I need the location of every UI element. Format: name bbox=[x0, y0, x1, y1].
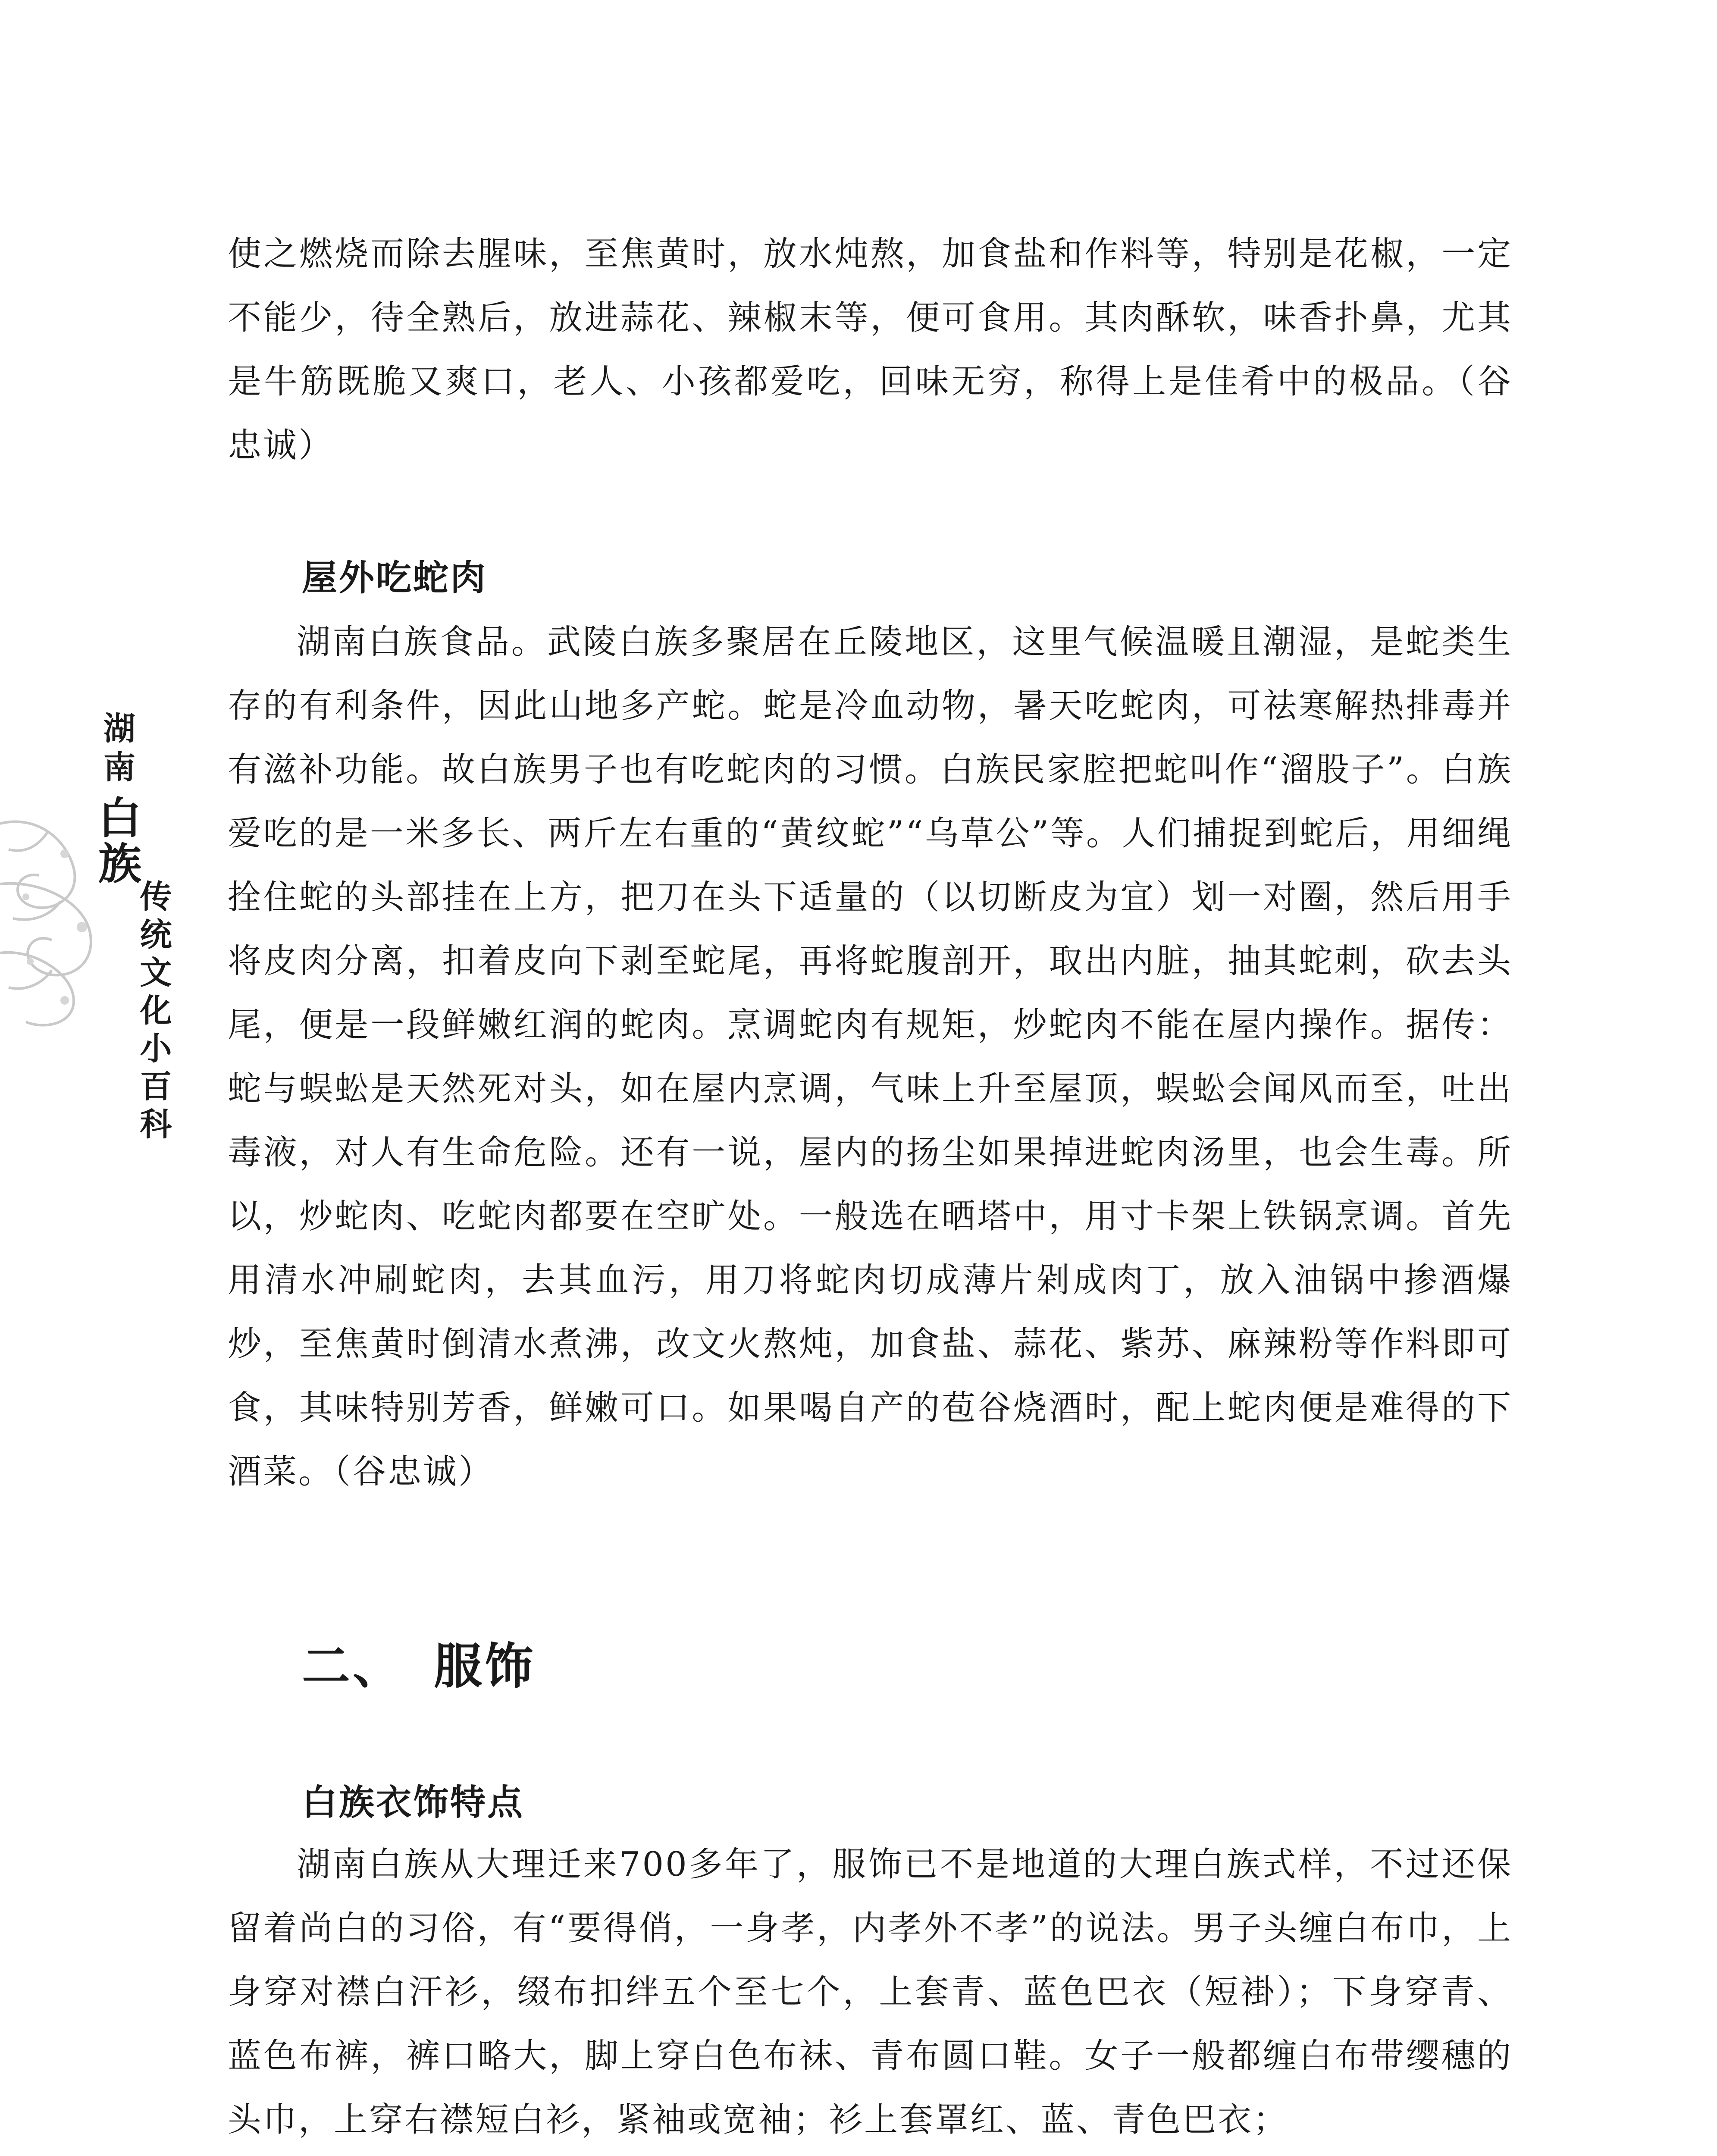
continued-paragraph: 使之燃烧而除去腥味，至焦黄时，放水炖熬，加食盐和作料等，特别是花椒，一定不能少，待全熟后，放进蒜花、辣椒末等，便可食用。其肉酥软，味香扑鼻，尤其是牛筋既脆又爽口，老人、小孩都爱吃，回味无穷，称得上是佳肴中的极品。（谷忠诚） bbox=[228, 235, 1513, 465]
entry-heading-clothing: 白族衣饰特点 bbox=[302, 1782, 525, 1823]
series-subtitle-text: 传统文化小百科 bbox=[135, 880, 172, 1145]
series-subtitle bbox=[129, 880, 177, 1145]
entry-body-snake: 湖南白族食品。武陵白族多聚居在丘陵地区，这里气候温暖且潮湿，是蛇类生存的有利条件，因此山地多产蛇。蛇是冷血动物，暑天吃蛇肉，可祛寒解热排毒并有滋补功能。故白族男子也有吃蛇肉的习惯。白族民家腔把蛇叫作“溜股子”。白族爱吃的是一米多长、两斤左右重的“黄纹蛇”“乌草公”等。人们捕捉到蛇后，用细绳拴住蛇的头部挂在上方，把刀在头下适量的（以切断皮为宜）划一对圈，然后用手将皮肉分离，扣着皮向下剥至蛇尾，再将蛇腹剖开，取出内脏，抽其蛇刺，砍去头尾，便是一段鲜嫩红润的蛇肉。烹调蛇肉有规矩，炒蛇肉不能在屋内操作。据传：蛇与蜈蚣是天然死对头，如在屋内烹调，气味上升至屋顶，蜈蚣会闻风而至，吐出毒液，对人有生命危险。还有一说，屋内的扬尘如果掉进蛇肉汤里，也会生毒。所以，炒蛇肉、吃蛇肉都要在空旷处。一般选在晒塔中，用寸卡架上铁锅烹调。首先用清水冲刷蛇肉，去其血污，用刀将蛇肉切成薄片剁成肉丁，放入油锅中掺酒爆炒，至焦黄时倒清水煮沸，改文火熬炖，加食盐、蒜花、紫苏、麻辣粉等作料即可食，其味特别芳香，鲜嫩可口。如果喝自产的苞谷烧酒时，配上蛇肉便是难得的下酒菜。（谷忠诚） bbox=[228, 623, 1513, 1491]
series-title bbox=[91, 711, 142, 887]
entry-body-clothing: 湖南白族从大理迁来700多年了，服饰已不是地道的大理白族式样，不过还保留着尚白的习俗，有“要得俏，一身孝，内孝外不孝”的说法。男子头缠白布巾，上身穿对襟白汗衫，缀布扣绊五个至七个，上套青、蓝色巴衣（短褂）；下身穿青、蓝色布裤，裤口略大，脚上穿白色布袜、青布圆口鞋。女子一般都缠白布带缨穗的头巾，上穿右襟短白衫，紧袖或宽袖；衫上套罩红、蓝、青色巴衣； bbox=[228, 1845, 1513, 2139]
series-title-big: 白族 bbox=[91, 795, 142, 887]
section-title: 服饰 bbox=[434, 1638, 536, 1695]
section-number: 二、 bbox=[302, 1638, 404, 1695]
section-heading bbox=[302, 1634, 536, 1699]
entry-heading-snake: 屋外吃蛇肉 bbox=[302, 557, 488, 599]
floral-ornament-icon bbox=[0, 798, 99, 1039]
series-title-line1: 湖南 bbox=[98, 711, 135, 789]
